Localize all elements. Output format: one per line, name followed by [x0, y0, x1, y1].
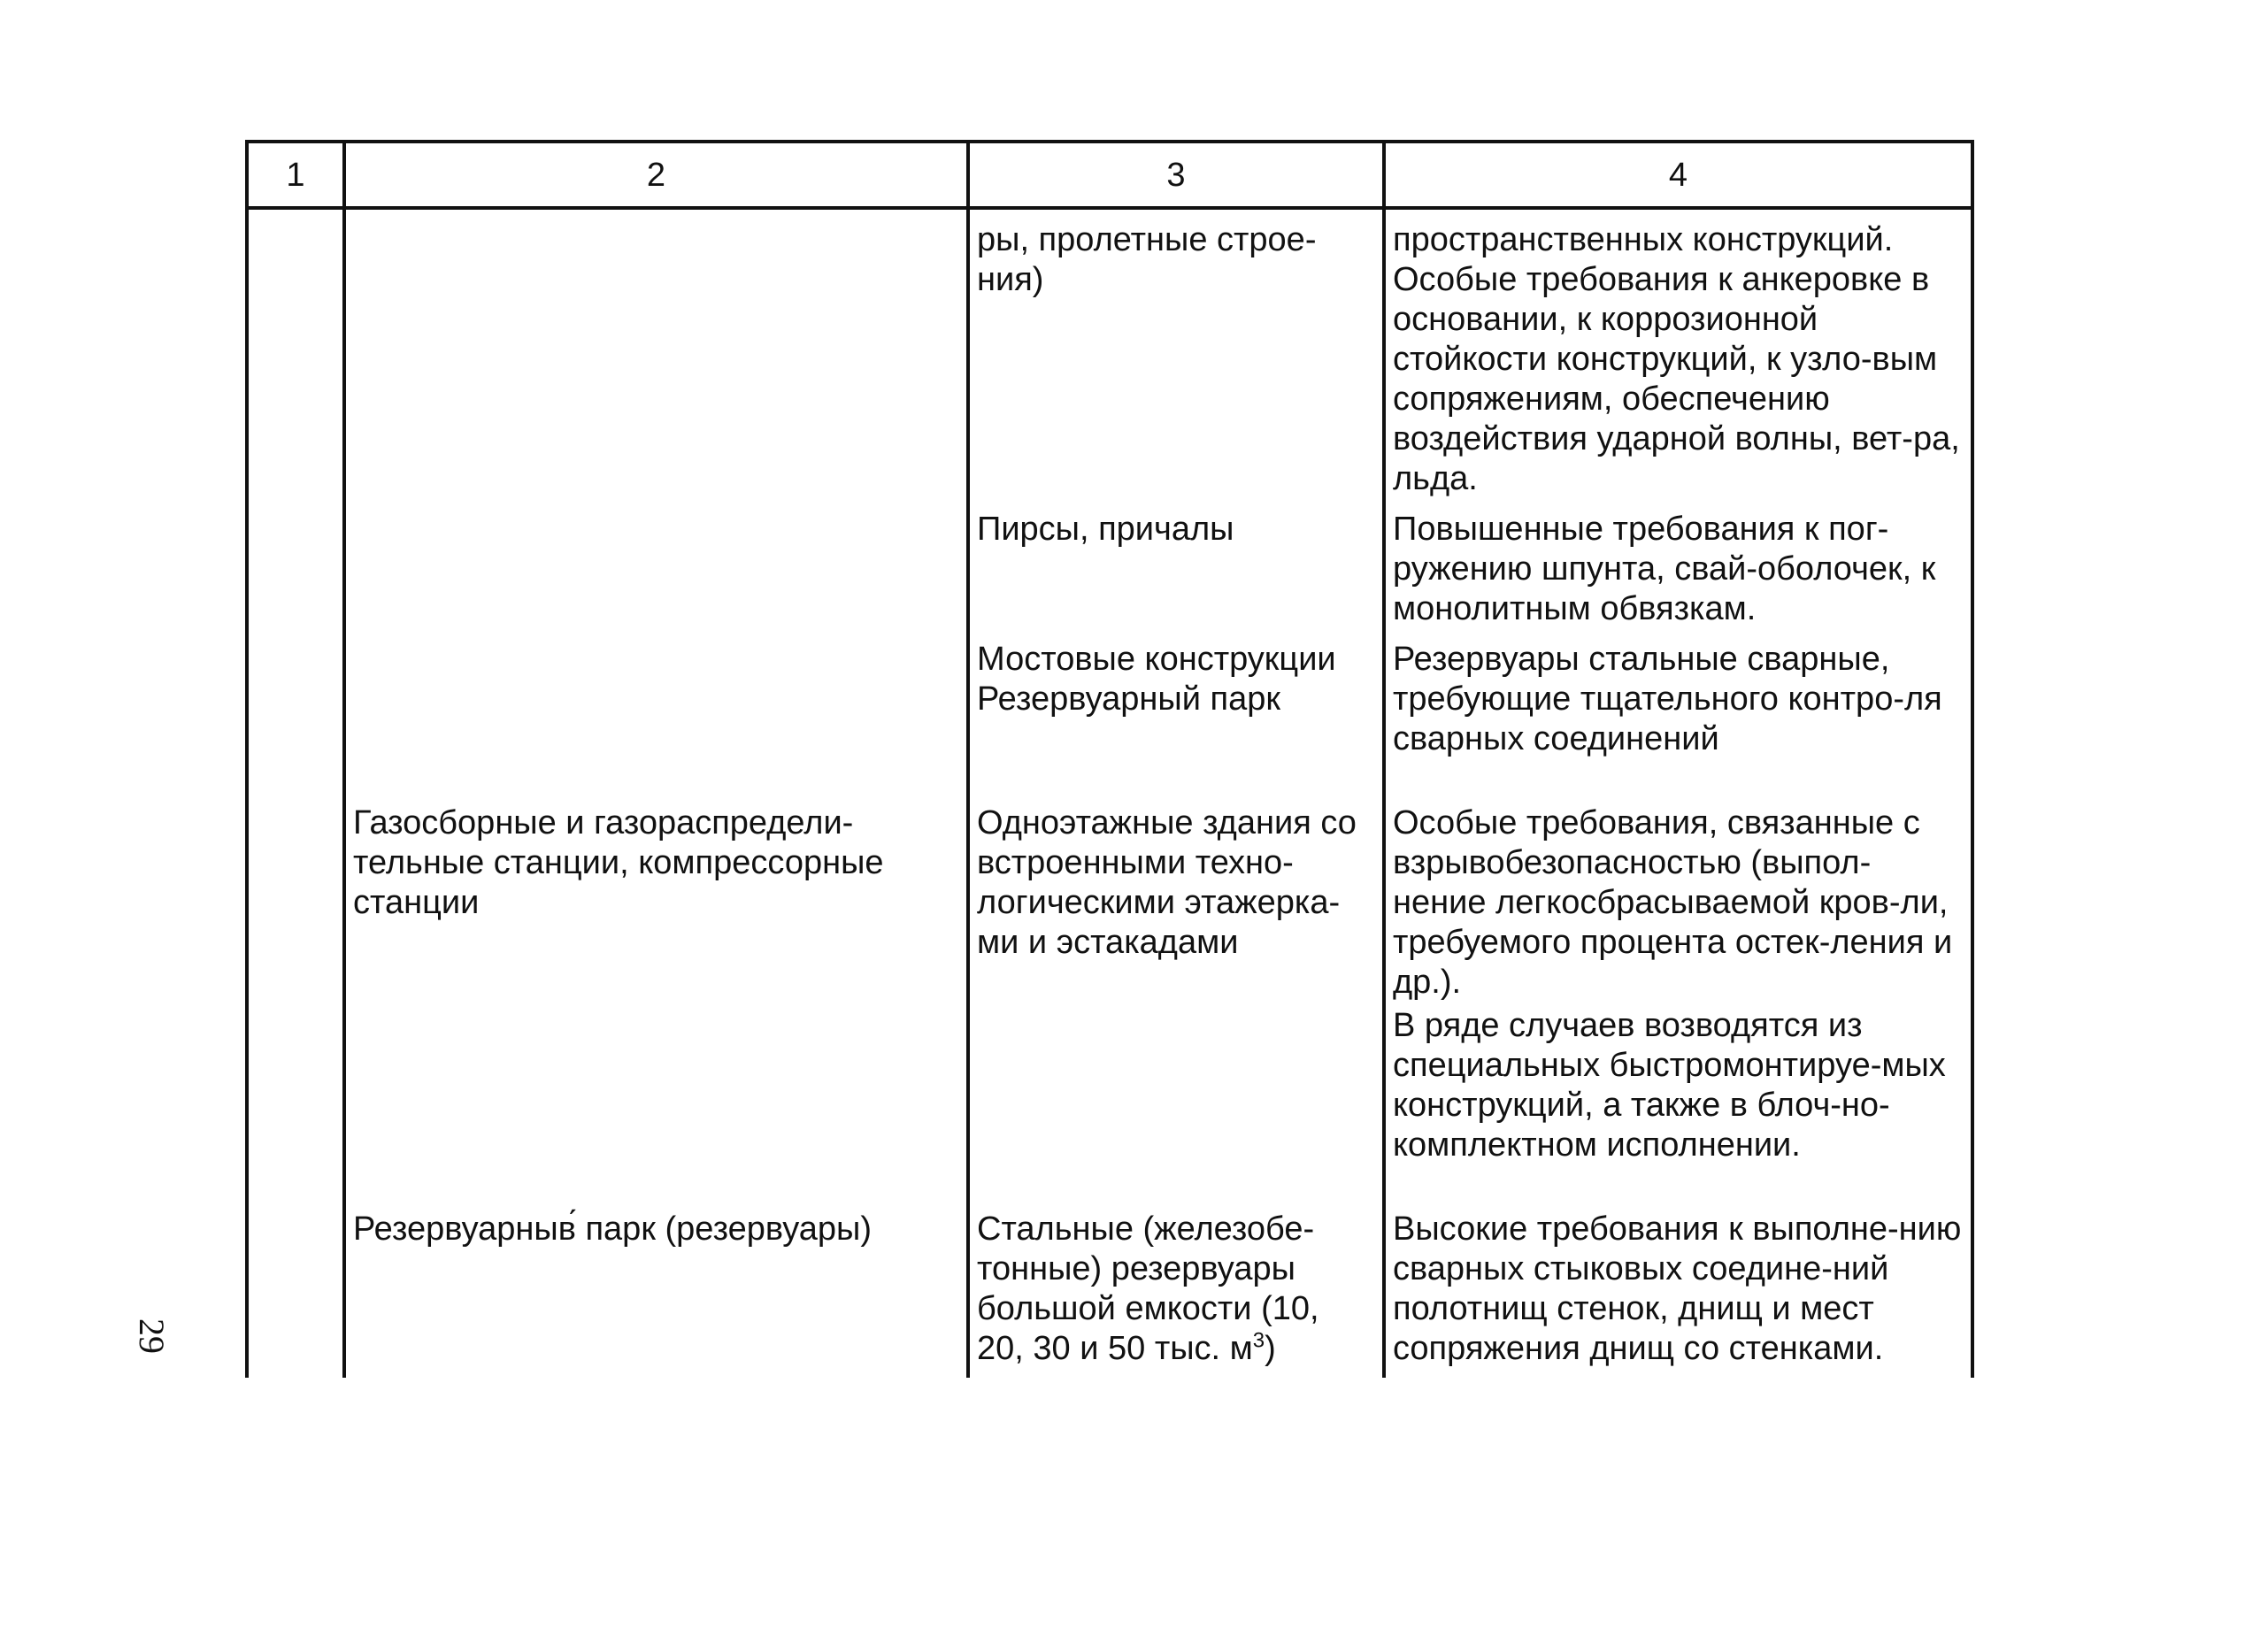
superscript: 3	[1252, 1328, 1265, 1353]
table-row	[247, 759, 1972, 1165]
cell-object	[344, 208, 968, 499]
cell-structure: Мостовые конструкции Резервуарный парк	[968, 629, 1384, 759]
cell-number	[247, 499, 344, 629]
header-cell-2: 2	[344, 142, 968, 208]
cell-requirements: Резервуары стальные сварные, требующие тщательного контро-ля сварных соединений	[1384, 629, 1972, 759]
cell-requirements: Повышенные требования к пог-ружению шпунта, свай-оболочек, к монолитным обвязкам.	[1384, 499, 1972, 629]
cell-object	[344, 499, 968, 629]
header-row	[247, 142, 1972, 208]
table-row	[247, 629, 1972, 759]
table-row	[247, 208, 1972, 499]
cell-requirements: Высокие требования к выполне-нию сварных стыковых соедине-ний полотнищ стенок, днищ и мест сопряжения днищ со стенками.	[1384, 1165, 1972, 1378]
cell-requirements	[1384, 759, 1972, 1165]
table-row	[247, 1165, 1972, 1378]
cell-requirements: пространственных конструкций. Особые требования к анкеровке в основании, к коррозионной стойкости конструкций, к узло-вым сопряжениям, обеспечению воздействия ударной волны, вет-ра, льда.	[1384, 208, 1972, 499]
cell-structure: Одноэтажные здания со встроенными техно-логическими этажерка-ми и эстакадами	[968, 759, 1384, 1165]
cell-number	[247, 629, 344, 759]
header-cell-1: 1	[247, 142, 344, 208]
page-number: 29	[132, 1318, 172, 1354]
structure-text: Стальные (железобе-тонные) резервуары большой емкости (10, 20, 30 и 50 тыс. м	[977, 1210, 1319, 1367]
cell-structure: ры, пролетные строе-ния)	[968, 208, 1384, 499]
cell-number	[247, 208, 344, 499]
structure-text-end: )	[1265, 1330, 1276, 1367]
requirements-table	[245, 140, 1974, 1378]
cell-structure: Пирсы, причалы	[968, 499, 1384, 629]
cell-number	[247, 1165, 344, 1378]
header-cell-4: 4	[1384, 142, 1972, 208]
table-row	[247, 499, 1972, 629]
cell-object: Газосборные и газораспредели-тельные станции, компрессорные станции	[344, 759, 968, 1165]
cell-structure	[968, 1165, 1384, 1378]
cell-object	[344, 629, 968, 759]
header-cell-3: 3	[968, 142, 1384, 208]
requirements-paragraph: Особые требования, связанные с взрывобезопасностью (выпол-нение легкосбрасываемой кров-ли, требуемого процента остек-ления и др.).	[1393, 804, 1953, 1001]
requirements-paragraph: В ряде случаев возводятся из специальных быстромонтируе-мых конструкций, а также в блоч-но-комплектном исполнении.	[1393, 1007, 1946, 1164]
cell-object: Резервуарныв́ парк (резервуары)	[344, 1165, 968, 1378]
cell-number	[247, 759, 344, 1165]
